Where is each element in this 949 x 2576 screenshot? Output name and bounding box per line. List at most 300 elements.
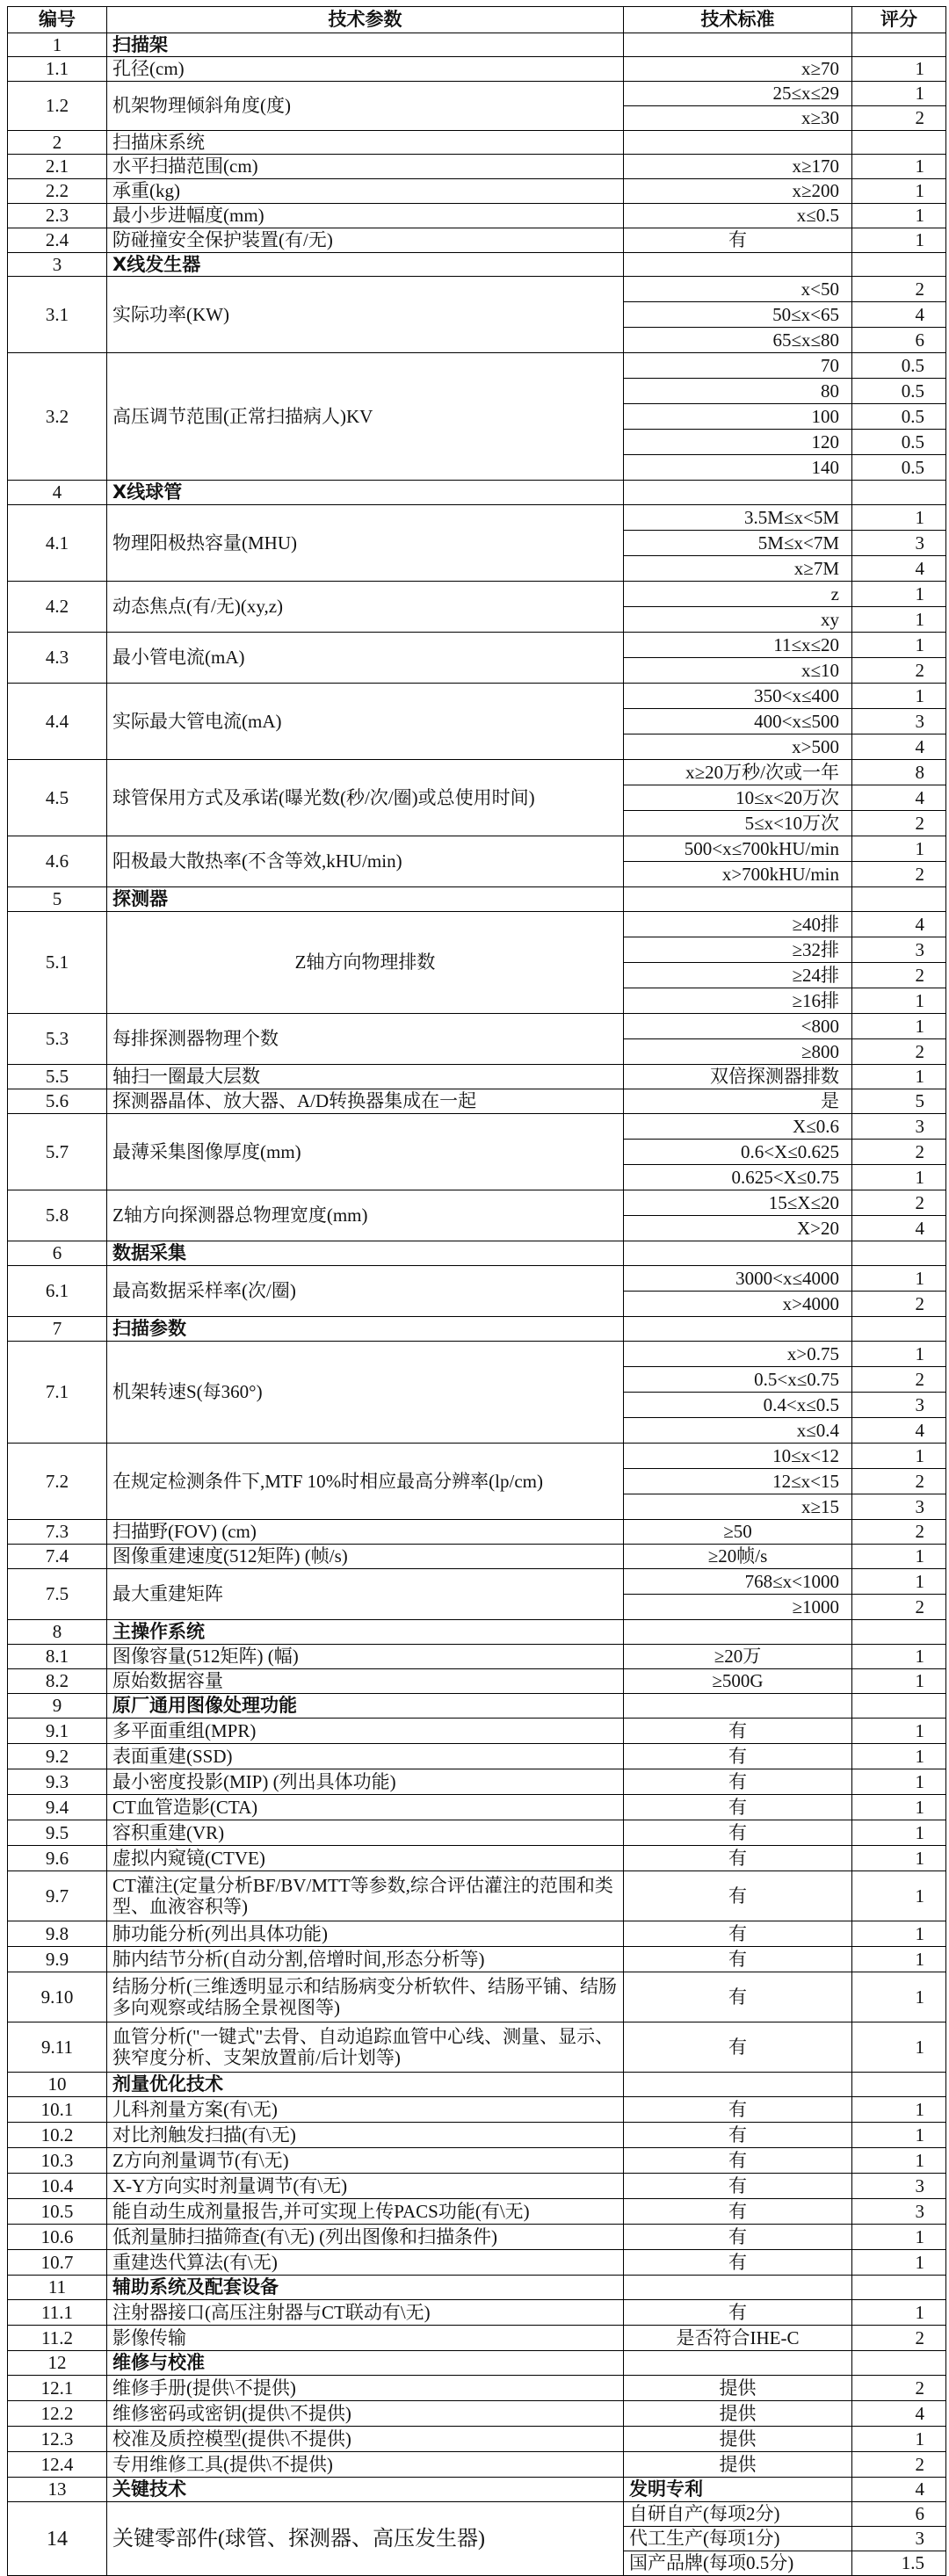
item-param: 每排探测器物理个数 (107, 1014, 624, 1065)
spec-table (7, 6, 946, 2576)
item-score: 1 (852, 1871, 946, 1921)
item-score: 2 (852, 1469, 946, 1494)
item-no: 2.2 (8, 179, 107, 204)
item-param: 高压调节范围(正常扫描病人)KV (107, 353, 624, 481)
table-row (8, 1190, 946, 1216)
item-no: 9.5 (8, 1820, 107, 1846)
item-score: 0.5 (852, 404, 946, 430)
item-no: 10.2 (8, 2123, 107, 2148)
table-row (8, 1719, 946, 1744)
item-param: 血管分析("一键式"去骨、自动追踪血管中心线、测量、显示、狭窄度分析、支架放置前/后计划等) (107, 2022, 624, 2073)
item-score: 2 (852, 106, 946, 131)
category-no: 4 (8, 481, 107, 505)
item-param: 肺内结节分析(自动分割,倍增时间,形态分析等) (107, 1947, 624, 1972)
table-row (8, 2376, 946, 2401)
category-row (8, 887, 946, 912)
item-param: 最薄采集图像厚度(mm) (107, 1114, 624, 1190)
category-no: 6 (8, 1241, 107, 1266)
item-param: 球管保用方式及承诺(曝光数(秒/次/圈)或总使用时间) (107, 760, 624, 836)
item-param: X-Y方向实时剂量调节(有\无) (107, 2174, 624, 2199)
item-score: 1 (852, 505, 946, 531)
item-param: 维修手册(提供\不提供) (107, 2376, 624, 2401)
item-std: 5M≤x<7M (624, 531, 852, 556)
item-score: 4 (852, 1418, 946, 1444)
item-no: 5.5 (8, 1065, 107, 1089)
item-score: 2 (852, 658, 946, 684)
item-score: 3 (852, 709, 946, 734)
item-std: 350<x≤400 (624, 684, 852, 709)
item-param: 虚拟内窥镜(CTVE) (107, 1846, 624, 1871)
item-no: 3.2 (8, 353, 107, 481)
table-row (8, 1820, 946, 1846)
table-row (8, 2022, 946, 2073)
item-score: 3 (852, 2174, 946, 2199)
item-std: 768≤x<1000 (624, 1569, 852, 1595)
item-score: 1 (852, 1820, 946, 1846)
item-std: 有 (624, 2225, 852, 2250)
table-row (8, 1014, 946, 1039)
item-score: 1 (852, 2225, 946, 2250)
item-std: xy (624, 607, 852, 633)
table-row (8, 1569, 946, 1595)
item-score: 2 (852, 1190, 946, 1216)
table-row (8, 1769, 946, 1795)
category-row (8, 1317, 946, 1342)
item-std: 有 (624, 1921, 852, 1947)
item-score: 3 (852, 937, 946, 963)
item-score: 1 (852, 204, 946, 228)
item-no: 9.6 (8, 1846, 107, 1871)
item-std: x>4000 (624, 1292, 852, 1317)
table-row (8, 760, 946, 785)
item-no: 9.3 (8, 1769, 107, 1795)
item-std: x≤10 (624, 658, 852, 684)
item-std: x≥15 (624, 1494, 852, 1520)
item-param: 影像传输 (107, 2326, 624, 2351)
item-score: 1 (852, 228, 946, 253)
item-no: 13 (8, 2478, 107, 2502)
item-param: 对比剂触发扫描(有\无) (107, 2123, 624, 2148)
item-std: 140 (624, 455, 852, 481)
item-std: x>700kHU/min (624, 862, 852, 887)
item-score: 1 (852, 633, 946, 658)
item-param: 专用维修工具(提供\不提供) (107, 2452, 624, 2478)
table-row (8, 912, 946, 937)
item-param: 机架转速S(每360°) (107, 1342, 624, 1444)
item-score: 4 (852, 912, 946, 937)
item-std: 有 (624, 1871, 852, 1921)
item-no: 4.1 (8, 505, 107, 582)
item-no: 8.2 (8, 1669, 107, 1694)
table-row (8, 1921, 946, 1947)
category-no: 5 (8, 887, 107, 912)
item-param: CT灌注(定量分析BF/BV/MTT等参数,综合评估灌注的范围和类型、血液容积等) (107, 1871, 624, 1921)
item-score: 1 (852, 179, 946, 204)
category-no: 9 (8, 1694, 107, 1719)
table-row (8, 2097, 946, 2123)
item-score: 2 (852, 2376, 946, 2401)
item-score: 1 (852, 1947, 946, 1972)
table-row (8, 155, 946, 179)
item-std: 12≤x<15 (624, 1469, 852, 1494)
table-row (8, 1266, 946, 1292)
item-std: 11≤x≤20 (624, 633, 852, 658)
item-no: 9.4 (8, 1795, 107, 1820)
item-param: 扫描野(FOV) (cm) (107, 1520, 624, 1545)
item-score: 1 (852, 1014, 946, 1039)
table-row (8, 2478, 946, 2502)
item-std: 有 (624, 1820, 852, 1846)
table-row (8, 582, 946, 607)
item-std: 自研自产(每项2分) (624, 2502, 852, 2527)
item-std: 有 (624, 1744, 852, 1769)
item-std: ≥800 (624, 1039, 852, 1065)
item-no: 12.3 (8, 2427, 107, 2452)
item-std: <800 (624, 1014, 852, 1039)
item-param: 实际功率(KW) (107, 277, 624, 353)
table-row (8, 1342, 946, 1367)
item-score: 4 (852, 734, 946, 760)
item-std: 有 (624, 2250, 852, 2276)
item-score: 2 (852, 1039, 946, 1065)
table-row (8, 2199, 946, 2225)
category-row (8, 2276, 946, 2300)
item-no: 12.1 (8, 2376, 107, 2401)
item-std: z (624, 582, 852, 607)
item-no: 2.1 (8, 155, 107, 179)
item-std: 双倍探测器排数 (624, 1065, 852, 1089)
table-row (8, 353, 946, 379)
category-no: 8 (8, 1620, 107, 1645)
item-std: 有 (624, 1719, 852, 1744)
category-no: 12 (8, 2351, 107, 2376)
table-row (8, 633, 946, 658)
category-no: 2 (8, 131, 107, 155)
item-score: 1 (852, 2427, 946, 2452)
item-param: Z方向剂量调节(有\无) (107, 2148, 624, 2174)
item-std: x≥20万秒/次或一年 (624, 760, 852, 785)
item-param: 能自动生成剂量报告,并可实现上传PACS功能(有\无) (107, 2199, 624, 2225)
item-no: 7.5 (8, 1569, 107, 1620)
item-score: 0.5 (852, 455, 946, 481)
table-row (8, 1520, 946, 1545)
item-std: 有 (624, 228, 852, 253)
item-no: 6.1 (8, 1266, 107, 1317)
item-score: 1 (852, 607, 946, 633)
item-std: 提供 (624, 2376, 852, 2401)
item-score: 2 (852, 1520, 946, 1545)
item-param: 最小密度投影(MIP) (列出具体功能) (107, 1769, 624, 1795)
item-std: 3000<x≤4000 (624, 1266, 852, 1292)
item-score: 2 (852, 1292, 946, 1317)
item-param: 最大重建矩阵 (107, 1569, 624, 1620)
item-std: x≥7M (624, 556, 852, 582)
item-param: 最高数据采样率(次/圈) (107, 1266, 624, 1317)
table-row (8, 1545, 946, 1569)
item-score: 4 (852, 2478, 946, 2502)
item-score: 4 (852, 1216, 946, 1241)
table-row (8, 1089, 946, 1114)
item-no: 7.3 (8, 1520, 107, 1545)
item-no: 9.9 (8, 1947, 107, 1972)
item-std: 是 (624, 1089, 852, 1114)
item-std: 是否符合IHE-C (624, 2326, 852, 2351)
item-param: 机架物理倾斜角度(度) (107, 82, 624, 131)
item-std: 80 (624, 379, 852, 404)
item-score: 3 (852, 1393, 946, 1418)
item-no: 12.4 (8, 2452, 107, 2478)
item-no: 7.1 (8, 1342, 107, 1444)
item-param: 探测器晶体、放大器、A/D转换器集成在一起 (107, 1089, 624, 1114)
item-score: 3 (852, 2527, 946, 2551)
item-score: 1 (852, 582, 946, 607)
item-no: 7.4 (8, 1545, 107, 1569)
item-score: 5 (852, 1089, 946, 1114)
table-row (8, 2174, 946, 2199)
item-no: 4.6 (8, 836, 107, 887)
item-score: 2 (852, 2452, 946, 2478)
item-std: 70 (624, 353, 852, 379)
item-no: 4.2 (8, 582, 107, 633)
item-param: 承重(kg) (107, 179, 624, 204)
item-std: x>500 (624, 734, 852, 760)
category-row (8, 131, 946, 155)
item-no: 9.1 (8, 1719, 107, 1744)
category-name: X线发生器 (107, 253, 624, 277)
table-row (8, 836, 946, 862)
item-no: 9.2 (8, 1744, 107, 1769)
item-param: 图像重建速度(512矩阵) (帧/s) (107, 1545, 624, 1569)
item-std: ≥32排 (624, 937, 852, 963)
item-score: 1 (852, 1744, 946, 1769)
item-param: 物理阳极热容量(MHU) (107, 505, 624, 582)
item-std: x≥30 (624, 106, 852, 131)
header-param: 技术参数 (107, 7, 624, 33)
item-score: 1 (852, 988, 946, 1014)
item-param: 低剂量肺扫描筛查(有\无) (列出图像和扫描条件) (107, 2225, 624, 2250)
table-row (8, 1972, 946, 2022)
item-std: ≥20万 (624, 1645, 852, 1669)
item-score: 2 (852, 1595, 946, 1620)
item-score: 1 (852, 2022, 946, 2073)
item-param: 校准及质控模型(提供\不提供) (107, 2427, 624, 2452)
item-score: 6 (852, 2502, 946, 2527)
item-std: X≤0.6 (624, 1114, 852, 1140)
item-score: 1 (852, 684, 946, 709)
item-std: 100 (624, 404, 852, 430)
table-row (8, 505, 946, 531)
item-std: 0.4<x≤0.5 (624, 1393, 852, 1418)
table-row (8, 1669, 946, 1694)
category-row (8, 2351, 946, 2376)
item-score: 1 (852, 2300, 946, 2326)
item-std: ≥20帧/s (624, 1545, 852, 1569)
item-score: 6 (852, 328, 946, 353)
table-row (8, 2502, 946, 2527)
header-score: 评分 (852, 7, 946, 33)
item-std: 10≤x<12 (624, 1444, 852, 1469)
item-score: 2 (852, 2326, 946, 2351)
item-no: 4.4 (8, 684, 107, 760)
item-no: 7.2 (8, 1444, 107, 1520)
item-std: 3.5M≤x<5M (624, 505, 852, 531)
category-row (8, 253, 946, 277)
category-name: 维修与校准 (107, 2351, 624, 2376)
item-std: ≥24排 (624, 963, 852, 988)
item-score: 0.5 (852, 430, 946, 455)
category-name: 数据采集 (107, 1241, 624, 1266)
item-score: 3 (852, 1494, 946, 1520)
item-no: 12.2 (8, 2401, 107, 2427)
item-std: 0.6<X≤0.625 (624, 1140, 852, 1165)
item-score: 4 (852, 302, 946, 328)
item-score: 1 (852, 1545, 946, 1569)
item-std: 有 (624, 2199, 852, 2225)
item-std: 有 (624, 2148, 852, 2174)
item-std: 120 (624, 430, 852, 455)
item-score: 2 (852, 963, 946, 988)
item-param: 防碰撞安全保护装置(有/无) (107, 228, 624, 253)
item-std: 50≤x<65 (624, 302, 852, 328)
item-score: 1 (852, 1669, 946, 1694)
item-std: 提供 (624, 2427, 852, 2452)
category-name: 扫描参数 (107, 1317, 624, 1342)
item-no: 5.3 (8, 1014, 107, 1065)
item-no: 10.4 (8, 2174, 107, 2199)
category-row (8, 1620, 946, 1645)
item-score: 4 (852, 785, 946, 811)
item-no: 8.1 (8, 1645, 107, 1669)
item-param: 图像容量(512矩阵) (幅) (107, 1645, 624, 1669)
item-param: 容积重建(VR) (107, 1820, 624, 1846)
item-no: 10.5 (8, 2199, 107, 2225)
item-std: ≥16排 (624, 988, 852, 1014)
table-row (8, 1645, 946, 1669)
item-std: 提供 (624, 2401, 852, 2427)
item-std: 有 (624, 2097, 852, 2123)
item-score: 1 (852, 1719, 946, 1744)
header-std: 技术标准 (624, 7, 852, 33)
item-param: 阳极最大散热率(不含等效,kHU/min) (107, 836, 624, 887)
category-row (8, 1694, 946, 1719)
item-std: x≤0.5 (624, 204, 852, 228)
item-std: ≥1000 (624, 1595, 852, 1620)
item-std: 提供 (624, 2452, 852, 2478)
item-score: 1 (852, 57, 946, 82)
item-score: 1 (852, 1569, 946, 1595)
item-score: 2 (852, 862, 946, 887)
item-std: 10≤x<20万次 (624, 785, 852, 811)
item-score: 1 (852, 1645, 946, 1669)
table-row (8, 2326, 946, 2351)
category-name: 原厂通用图像处理功能 (107, 1694, 624, 1719)
item-param: 重建迭代算法(有\无) (107, 2250, 624, 2276)
item-param: 最小步进幅度(mm) (107, 204, 624, 228)
item-no: 4.3 (8, 633, 107, 684)
item-std: 有 (624, 1769, 852, 1795)
item-param: 水平扫描范围(cm) (107, 155, 624, 179)
item-param: 在规定检测条件下,MTF 10%时相应最高分辨率(lp/cm) (107, 1444, 624, 1520)
item-param: 儿科剂量方案(有\无) (107, 2097, 624, 2123)
table-row (8, 2300, 946, 2326)
item-score: 1 (852, 155, 946, 179)
item-no: 2.3 (8, 204, 107, 228)
category-name: 辅助系统及配套设备 (107, 2276, 624, 2300)
item-param: 动态焦点(有/无)(xy,z) (107, 582, 624, 633)
header-row (8, 7, 946, 33)
item-no: 9.8 (8, 1921, 107, 1947)
item-param: 肺功能分析(列出具体功能) (107, 1921, 624, 1947)
category-name: 探测器 (107, 887, 624, 912)
table-row (8, 277, 946, 302)
category-name: 扫描床系统 (107, 131, 624, 155)
item-score: 1 (852, 1795, 946, 1820)
item-std: 发明专利 (624, 2478, 852, 2502)
table-row (8, 179, 946, 204)
item-std: 有 (624, 1795, 852, 1820)
item-score: 1 (852, 1846, 946, 1871)
item-param: 关键零部件(球管、探测器、高压发生器) (107, 2502, 624, 2576)
item-no: 3.1 (8, 277, 107, 353)
item-std: 有 (624, 1846, 852, 1871)
category-row (8, 1241, 946, 1266)
table-row (8, 2225, 946, 2250)
item-param: 实际最大管电流(mA) (107, 684, 624, 760)
item-score: 1 (852, 1165, 946, 1190)
item-score: 1 (852, 1444, 946, 1469)
item-std: x≥70 (624, 57, 852, 82)
table-row (8, 1065, 946, 1089)
item-no: 9.11 (8, 2022, 107, 2073)
category-name: X线球管 (107, 481, 624, 505)
item-std: x≥200 (624, 179, 852, 204)
item-std: 0.5<x≤0.75 (624, 1367, 852, 1393)
table-row (8, 1444, 946, 1469)
item-score: 3 (852, 531, 946, 556)
item-param: 注射器接口(高压注射器与CT联动有\无) (107, 2300, 624, 2326)
item-param: Z轴方向探测器总物理宽度(mm) (107, 1190, 624, 1241)
item-score: 8 (852, 760, 946, 785)
item-score: 1 (852, 1769, 946, 1795)
table-row (8, 2401, 946, 2427)
item-std: 有 (624, 2174, 852, 2199)
item-score: 0.5 (852, 353, 946, 379)
item-no: 10.7 (8, 2250, 107, 2276)
item-no: 14 (8, 2502, 107, 2576)
item-score: 1 (852, 1266, 946, 1292)
table-row (8, 57, 946, 82)
category-row (8, 481, 946, 505)
item-std: 有 (624, 1947, 852, 1972)
item-score: 1 (852, 2148, 946, 2174)
table-row (8, 1795, 946, 1820)
item-std: 15≤X≤20 (624, 1190, 852, 1216)
table-row (8, 2427, 946, 2452)
item-score: 1 (852, 836, 946, 862)
item-param: 关键技术 (107, 2478, 624, 2502)
table-row (8, 1744, 946, 1769)
item-no: 11.1 (8, 2300, 107, 2326)
item-std: 500<x≤700kHU/min (624, 836, 852, 862)
item-no: 9.7 (8, 1871, 107, 1921)
item-param: 最小管电流(mA) (107, 633, 624, 684)
category-no: 3 (8, 253, 107, 277)
item-std: x≥170 (624, 155, 852, 179)
item-no: 11.2 (8, 2326, 107, 2351)
table-row (8, 2148, 946, 2174)
category-name: 主操作系统 (107, 1620, 624, 1645)
item-no: 1.2 (8, 82, 107, 131)
